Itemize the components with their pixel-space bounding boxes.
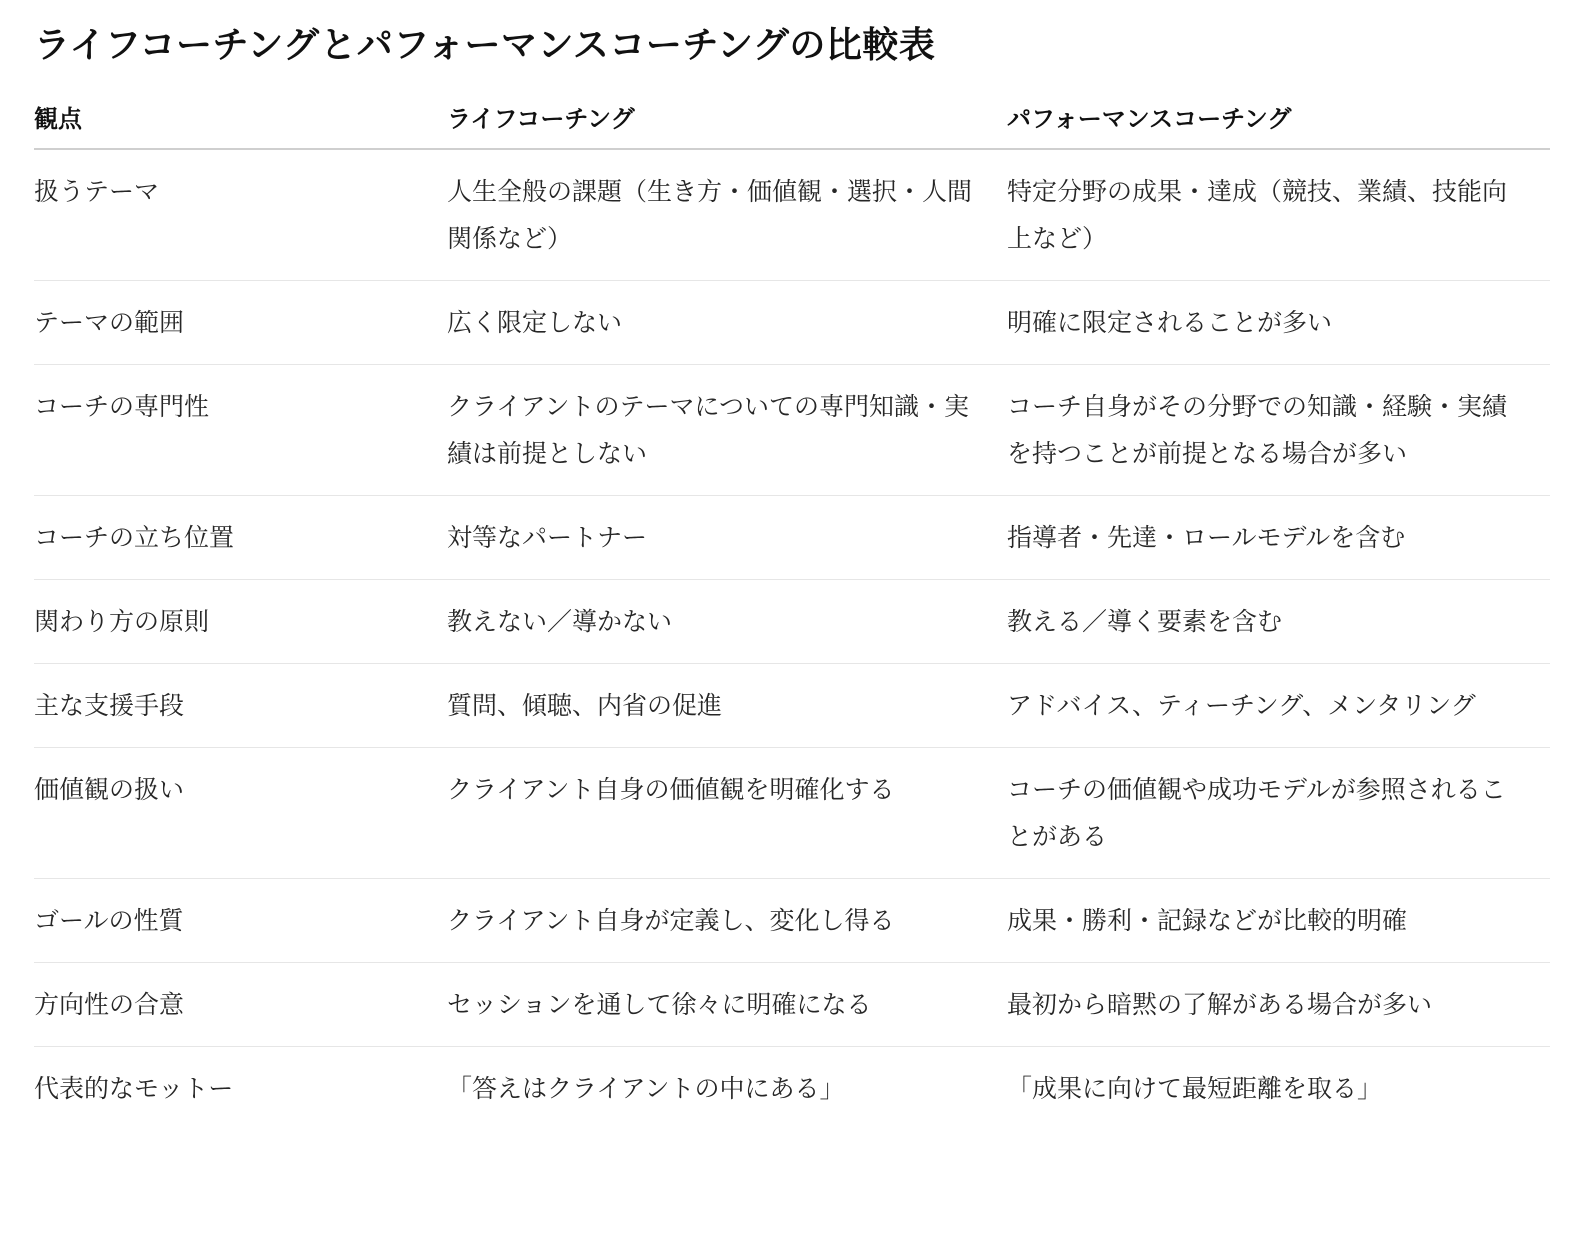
table-row xyxy=(34,963,1550,1047)
header-cell-perspective: 観点 xyxy=(34,84,447,149)
table-row xyxy=(34,580,1550,664)
life-coaching-cell: 対等なパートナー xyxy=(447,496,1007,580)
table-row xyxy=(34,496,1550,580)
performance-coaching-cell: 指導者・先達・ロールモデルを含む xyxy=(1007,496,1550,580)
row-label: 方向性の合意 xyxy=(34,963,447,1047)
row-label: コーチの立ち位置 xyxy=(34,496,447,580)
table-row xyxy=(34,664,1550,748)
comparison-table xyxy=(34,84,1550,1130)
table-body xyxy=(34,149,1550,1130)
life-coaching-cell: セッションを通して徐々に明確になる xyxy=(447,963,1007,1047)
life-coaching-cell: 教えない／導かない xyxy=(447,580,1007,664)
life-coaching-cell: クライアント自身が定義し、変化し得る xyxy=(447,879,1007,963)
header-cell-performance-coaching: パフォーマンスコーチング xyxy=(1007,84,1550,149)
row-label: 主な支援手段 xyxy=(34,664,447,748)
row-label: 価値観の扱い xyxy=(34,748,447,879)
performance-coaching-cell: コーチ自身がその分野での知識・経験・実績を持つことが前提となる場合が多い xyxy=(1007,365,1550,496)
performance-coaching-cell: 教える／導く要素を含む xyxy=(1007,580,1550,664)
performance-coaching-cell: コーチの価値観や成功モデルが参照されることがある xyxy=(1007,748,1550,879)
performance-coaching-cell: 「成果に向けて最短距離を取る」 xyxy=(1007,1074,1383,1103)
performance-coaching-cell: 明確に限定されることが多い xyxy=(1007,281,1550,365)
life-coaching-cell: 質問、傾聴、内省の促進 xyxy=(447,664,1007,748)
life-coaching-cell: 人生全般の課題（生き方・価値観・選択・人間関係など） xyxy=(447,149,1007,281)
performance-coaching-cell: アドバイス、ティーチング、メンタリング xyxy=(1007,664,1550,748)
life-coaching-cell: クライアントのテーマについての専門知識・実績は前提としない xyxy=(447,365,1007,496)
table-row xyxy=(34,365,1550,496)
row-label: ゴールの性質 xyxy=(34,879,447,963)
life-coaching-cell: クライアント自身の価値観を明確化する xyxy=(447,748,1007,879)
header-cell-life-coaching: ライフコーチング xyxy=(447,84,1007,149)
performance-coaching-cell: 成果・勝利・記録などが比較的明確 xyxy=(1007,879,1550,963)
performance-coaching-cell: 特定分野の成果・達成（競技、業績、技能向上など） xyxy=(1007,149,1550,281)
performance-coaching-cell: 最初から暗黙の了解がある場合が多い xyxy=(1007,963,1550,1047)
life-coaching-cell: 広く限定しない xyxy=(447,281,1007,365)
table-row xyxy=(34,879,1550,963)
table-row xyxy=(34,1047,1550,1131)
document-page xyxy=(34,18,1550,1130)
table-header xyxy=(34,84,1550,149)
row-label: コーチの専門性 xyxy=(34,365,447,496)
table-row xyxy=(34,281,1550,365)
page-title: ライフコーチングとパフォーマンスコーチングの比較表 xyxy=(34,25,936,66)
table-row xyxy=(34,748,1550,879)
row-label: 代表的なモットー xyxy=(34,1074,234,1103)
row-label: テーマの範囲 xyxy=(34,281,447,365)
row-label: 扱うテーマ xyxy=(34,149,447,281)
table-row xyxy=(34,149,1550,281)
life-coaching-cell: 「答えはクライアントの中にある」 xyxy=(447,1074,845,1103)
row-label: 関わり方の原則 xyxy=(34,580,447,664)
header-row xyxy=(34,84,1550,149)
